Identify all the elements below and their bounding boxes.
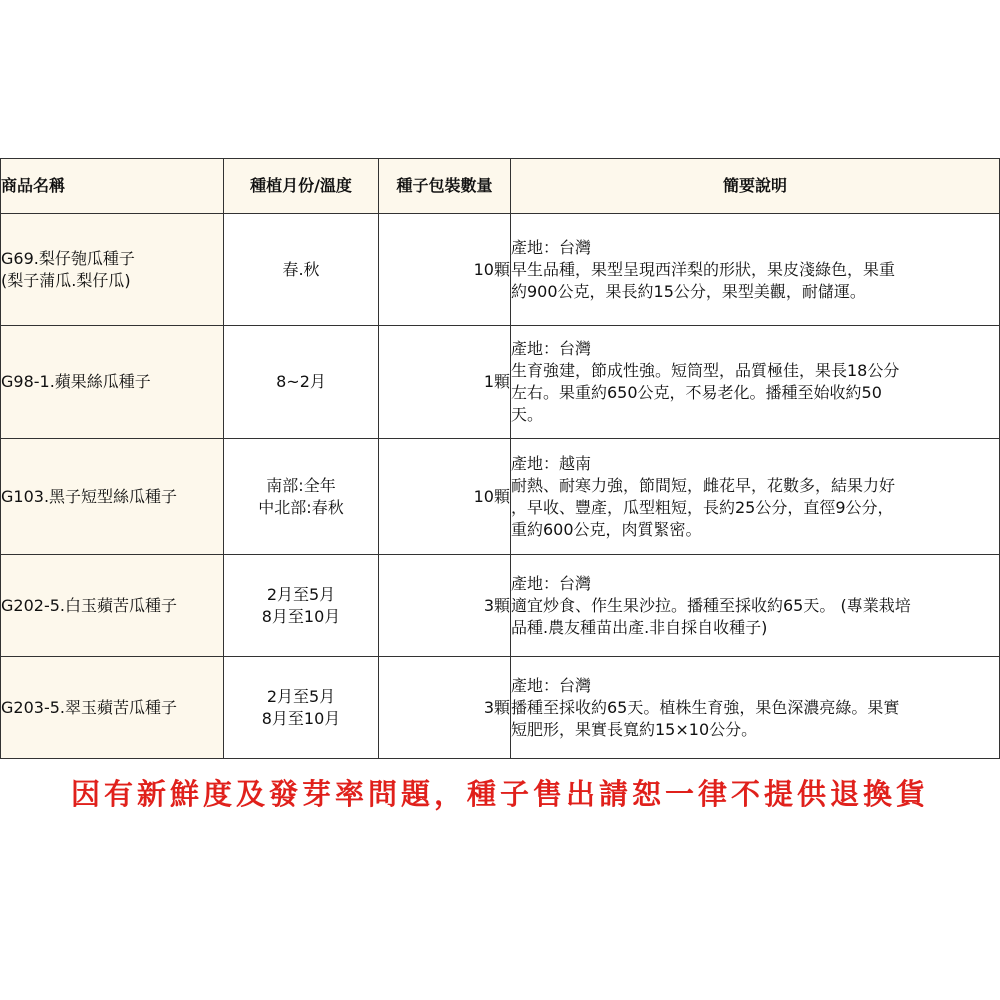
product-name: G202-5.白玉蘋苦瓜種子	[1, 595, 177, 615]
table-header-row	[1, 159, 1000, 214]
table-row	[1, 439, 1000, 555]
planting-month-cell	[224, 657, 379, 759]
planting-month: 中北部:春秋	[258, 497, 344, 517]
description-cell	[511, 657, 1000, 759]
product-name: G98-1.蘋果絲瓜種子	[1, 372, 151, 391]
table-row	[1, 214, 1000, 326]
seed-quantity: 10顆	[379, 214, 511, 326]
product-name-cell	[1, 439, 224, 555]
description-cell	[511, 326, 1000, 439]
seed-quantity: 10顆	[379, 439, 511, 555]
product-name-cell	[1, 214, 224, 326]
table-row	[1, 657, 1000, 759]
description-line: 短肥形，果實長寬約15×10公分。	[511, 719, 758, 739]
description-line: 早生品種，果型呈現西洋梨的形狀，果皮淺綠色，果重	[511, 259, 896, 279]
planting-month: 2月至5月	[266, 584, 336, 604]
description-line: 天。	[511, 405, 544, 424]
description-line: 生育強建，節成性強。短筒型，品質極佳，果長18公分	[511, 361, 900, 380]
origin: 產地：台灣	[511, 573, 592, 593]
origin: 產地：越南	[511, 453, 592, 473]
product-name: G69.梨仔匏瓜種子	[1, 248, 135, 268]
no-return-notice: 因有新鮮度及發芽率問題，種子售出請恕一律不提供退換貨	[70, 777, 929, 811]
header-planting-month: 種植月份/溫度	[224, 159, 379, 214]
product-name-cell	[1, 555, 224, 657]
table-row	[1, 326, 1000, 439]
description-line: 適宜炒食、作生果沙拉。播種至採收約65天。 (專業栽培	[511, 595, 911, 615]
seed-quantity: 1顆	[379, 326, 511, 439]
planting-month-cell	[224, 326, 379, 439]
product-name: G203-5.翠玉蘋苦瓜種子	[1, 697, 177, 717]
header-product-name: 商品名稱	[1, 159, 224, 214]
planting-month: 2月至5月	[266, 686, 336, 706]
product-name-cell	[1, 657, 224, 759]
origin: 產地：台灣	[511, 675, 592, 695]
seed-quantity: 3顆	[379, 657, 511, 759]
planting-month-cell	[224, 555, 379, 657]
description-line: 播種至採收約65天。植株生育強，果色深濃亮綠。果實	[511, 697, 900, 717]
description-cell	[511, 214, 1000, 326]
planting-month: 春.秋	[282, 259, 320, 279]
description-cell	[511, 439, 1000, 555]
origin: 產地：台灣	[511, 339, 592, 358]
product-alias: (梨子蒲瓜.梨仔瓜)	[1, 270, 131, 290]
table-row	[1, 555, 1000, 657]
planting-month-cell	[224, 214, 379, 326]
planting-month: 8月至10月	[261, 606, 341, 626]
seed-product-table	[0, 158, 1000, 759]
description-line: 品種.農友種苗出產.非自採自收種子)	[511, 617, 768, 637]
header-seed-quantity: 種子包裝數量	[379, 159, 511, 214]
description-line: ，早收、豐產，瓜型粗短，長約25公分，直徑9公分，	[511, 497, 894, 517]
description-line: 耐熱、耐寒力強，節間短，雌花早，花數多，結果力好	[511, 475, 896, 495]
origin: 產地：台灣	[511, 237, 592, 257]
product-name: G103.黑子短型絲瓜種子	[1, 486, 178, 506]
description-line: 約900公克，果長約15公分，果型美觀，耐儲運。	[511, 281, 866, 301]
header-description: 簡要說明	[511, 159, 1000, 214]
planting-month: 8月至10月	[261, 708, 341, 728]
description-cell	[511, 555, 1000, 657]
planting-month: 南部:全年	[266, 475, 336, 495]
planting-month: 8~2月	[276, 372, 326, 391]
planting-month-cell	[224, 439, 379, 555]
description-line: 左右。果重約650公克，不易老化。播種至始收約50	[511, 383, 882, 402]
seed-quantity: 3顆	[379, 555, 511, 657]
product-name-cell	[1, 326, 224, 439]
description-line: 重約600公克，肉質緊密。	[511, 519, 702, 539]
